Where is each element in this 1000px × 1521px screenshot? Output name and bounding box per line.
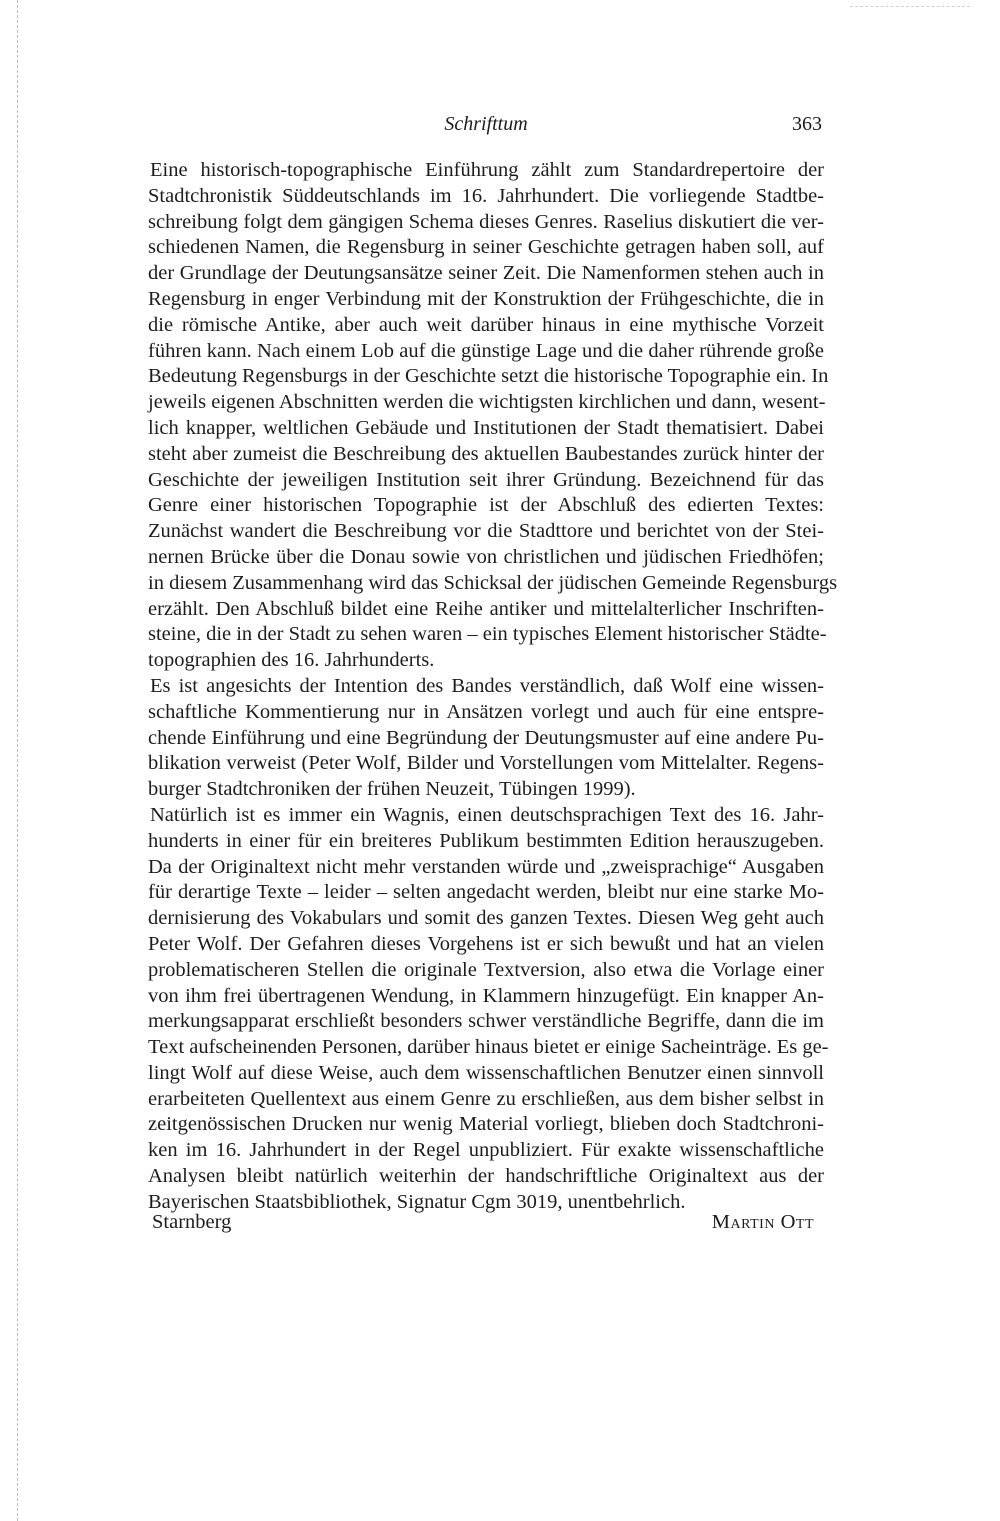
text-line: burger Stadtchroniken der frühen Neuzeit, Tübingen 1999). [148,778,636,801]
text-line: führen kann. Nach einem Lob auf die günstige Lage und die daher rührende große [148,339,824,362]
text-line: Stadtchronistik Süddeutschlands im 16. Jahrhundert. Die vorliegende Stadtbe- [148,184,824,207]
text-line: Regensburg in enger Verbindung mit der Konstruktion der Frühgeschichte, die in [148,287,824,310]
text-line: von ihm frei übertragenen Wendung, in Klammern hinzugefügt. Ein knapper An- [148,984,824,1007]
text-line: für derartige Texte – leider – selten angedacht werden, bleibt nur eine starke Mo- [148,881,824,904]
text-line: Da der Originaltext nicht mehr verstanden würde und „zweisprachige“ Ausgaben [148,855,824,878]
text-line: nernen Brücke über die Donau sowie von christlichen und jüdischen Friedhöfen; [148,545,824,568]
signature-author: Martin Ott [711,1211,814,1233]
text-line: Peter Wolf. Der Gefahren dieses Vorgehens ist er sich bewußt und hat an vielen [148,932,824,955]
text-line: steht aber zumeist die Beschreibung des aktuellen Baubestandes zurück hinter der [148,442,824,465]
text-line: topographien des 16. Jahrhunderts. [148,649,435,672]
text-line: problematischeren Stellen die originale Textversion, also etwa die Vorlage einer [148,958,824,981]
text-line: steine, die in der Stadt zu sehen waren – ein typisches Element historischer Städte- [148,623,827,646]
paragraph [148,803,829,1216]
running-head [148,110,824,140]
page-edge-mark [17,0,18,1521]
paragraph [148,674,824,803]
text-line: Natürlich ist es immer ein Wagnis, einen deutschsprachigen Text des 16. Jahr- [150,803,824,826]
page-edge-mark-top [850,6,970,7]
text-line: erarbeiteten Quellentext aus einem Genre zu erschließen, aus dem bisher selbst in [148,1087,824,1110]
paragraph [148,158,838,674]
text-line: lingt Wolf auf diese Weise, auch dem wissenschaftlichen Benutzer einen sinnvoll [148,1061,824,1084]
text-line: Es ist angesichts der Intention des Bandes verständlich, daß Wolf eine wissen- [150,674,824,697]
signature [152,1208,814,1238]
text-line: erzählt. Den Abschluß bildet eine Reihe antiker und mittelalterlicher Inschriften- [148,597,824,620]
text-line: Zunächst wandert die Beschreibung vor die Stadttore und berichtet von der Stei- [148,520,824,543]
text-line: Analysen bleibt natürlich weiterhin der handschriftliche Originaltext aus der [148,1165,824,1188]
page-number: 363 [792,113,822,135]
text-line: merkungsapparat erschließt besonders schwer verständliche Begriffe, dann die im [148,1010,824,1033]
text-line: der Grundlage der Deutungsansätze seiner Zeit. Die Namenformen stehen auch in [148,262,824,285]
text-line: Geschichte der jeweiligen Institution seit ihrer Gründung. Bezeichnend für das [148,468,824,491]
text-line: chende Einführung und eine Begründung der Deutungsmuster auf eine andere Pu- [148,726,824,749]
text-line: dernisierung des Vokabulars und somit des ganzen Textes. Diesen Weg geht auch [148,907,824,930]
text-line: in diesem Zusammenhang wird das Schicksal der jüdischen Gemeinde Regensburgs [148,571,838,594]
running-title: Schrifttum [444,113,528,135]
signature-place: Starnberg [152,1211,232,1233]
text-line: schaftliche Kommentierung nur in Ansätzen vorlegt und auch für eine entspre- [148,700,824,723]
text-line: Text aufscheinenden Personen, darüber hinaus bietet er einige Sacheinträge. Es ge- [148,1036,829,1059]
text-line: blikation verweist (Peter Wolf, Bilder und Vorstellungen vom Mittelalter. Regens- [148,752,824,775]
text-line: schiedenen Namen, die Regensburg in seiner Geschichte getragen haben soll, auf [148,236,824,259]
text-line: Eine historisch-topographische Einführung zählt zum Standardrepertoire der [150,159,824,181]
text-line: jeweils eigenen Abschnitten werden die wichtigsten kirchlichen und dann, wesent- [148,391,826,414]
text-line: Bayerischen Staatsbibliothek, Signatur Cgm 3019, unentbehrlich. [148,1190,686,1213]
text-line: die römische Antike, aber auch weit darüber hinaus in eine mythische Vorzeit [148,313,824,336]
text-line: Genre einer historischen Topographie ist der Abschluß des edierten Textes: [148,494,824,517]
text-line: Bedeutung Regensburgs in der Geschichte setzt die historische Topographie ein. In [148,365,829,388]
text-line: zeitgenössischen Drucken nur wenig Material vorliegt, blieben doch Stadtchroni- [148,1113,824,1136]
review-body [148,158,838,1216]
text-line: schreibung folgt dem gängigen Schema dieses Genres. Raselius diskutiert die ver- [148,210,824,233]
text-line: ken im 16. Jahrhundert in der Regel unpubliziert. Für exakte wissenschaftliche [148,1139,824,1162]
text-line: lich knapper, weltlichen Gebäude und Institutionen der Stadt thematisiert. Dabei [148,416,824,439]
text-line: hunderts in einer für ein breiteres Publikum bestimmten Edition herauszugeben. [148,829,824,852]
